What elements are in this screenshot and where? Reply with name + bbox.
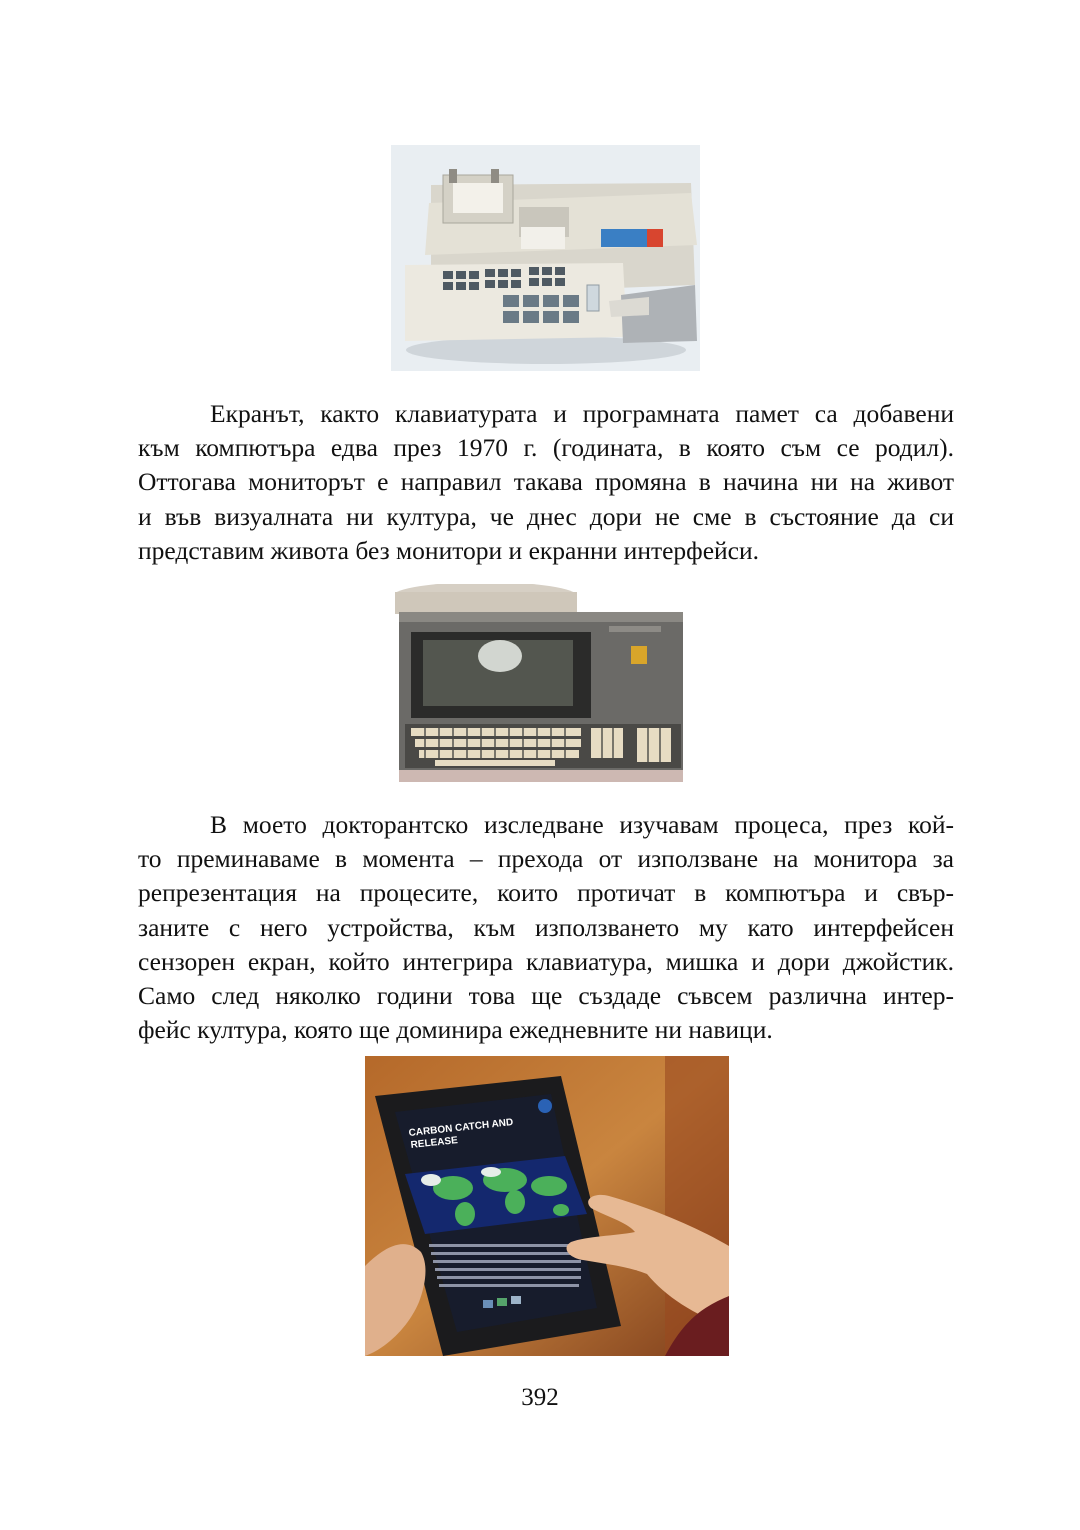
text-line: сензорен екран, който интегрира клавиатура, мишка и дори джойстик. <box>138 946 954 976</box>
text-line: В моето докторантско изследване изучавам процеса, през кой- <box>210 810 954 839</box>
text-line: представим живота без монитори и екранни интерфейси. <box>138 535 760 565</box>
screen-heading: RELEASE <box>410 1135 459 1151</box>
text-line: към компютъра едва през 1970 г. (годината, в която съм се родил). <box>138 433 954 463</box>
calculator-photo <box>391 145 700 371</box>
text-line: и във визуалната ни култура, че днес дори не сме в състояние да си <box>138 501 954 531</box>
tablet-photo <box>365 1056 729 1356</box>
text-line: Само след няколко години това ще създаде съвсем различна интер- <box>138 980 954 1010</box>
page-number: 392 <box>521 1384 559 1411</box>
text-line: заните с него устройства, към използването му като интерфейсен <box>138 912 954 942</box>
text-line: Екранът, както клавиатурата и програмната памет са добавени <box>210 399 954 428</box>
paragraph-2 <box>138 808 954 1047</box>
text-line: репрезентация на процесите, които протичат в компютъра и свър- <box>138 878 954 908</box>
terminal-photo <box>395 584 691 796</box>
text-line: Оттогава мониторът е направил такава промяна в начина ни на живот <box>138 467 954 497</box>
text-line: фейс култура, която ще доминира ежедневните ни навици. <box>138 1015 773 1045</box>
screen-heading: CARBON CATCH AND <box>408 1117 514 1139</box>
text-line: то преминаваме в момента – прехода от използване на монитора за <box>138 844 954 874</box>
paragraph-1 <box>138 397 954 568</box>
